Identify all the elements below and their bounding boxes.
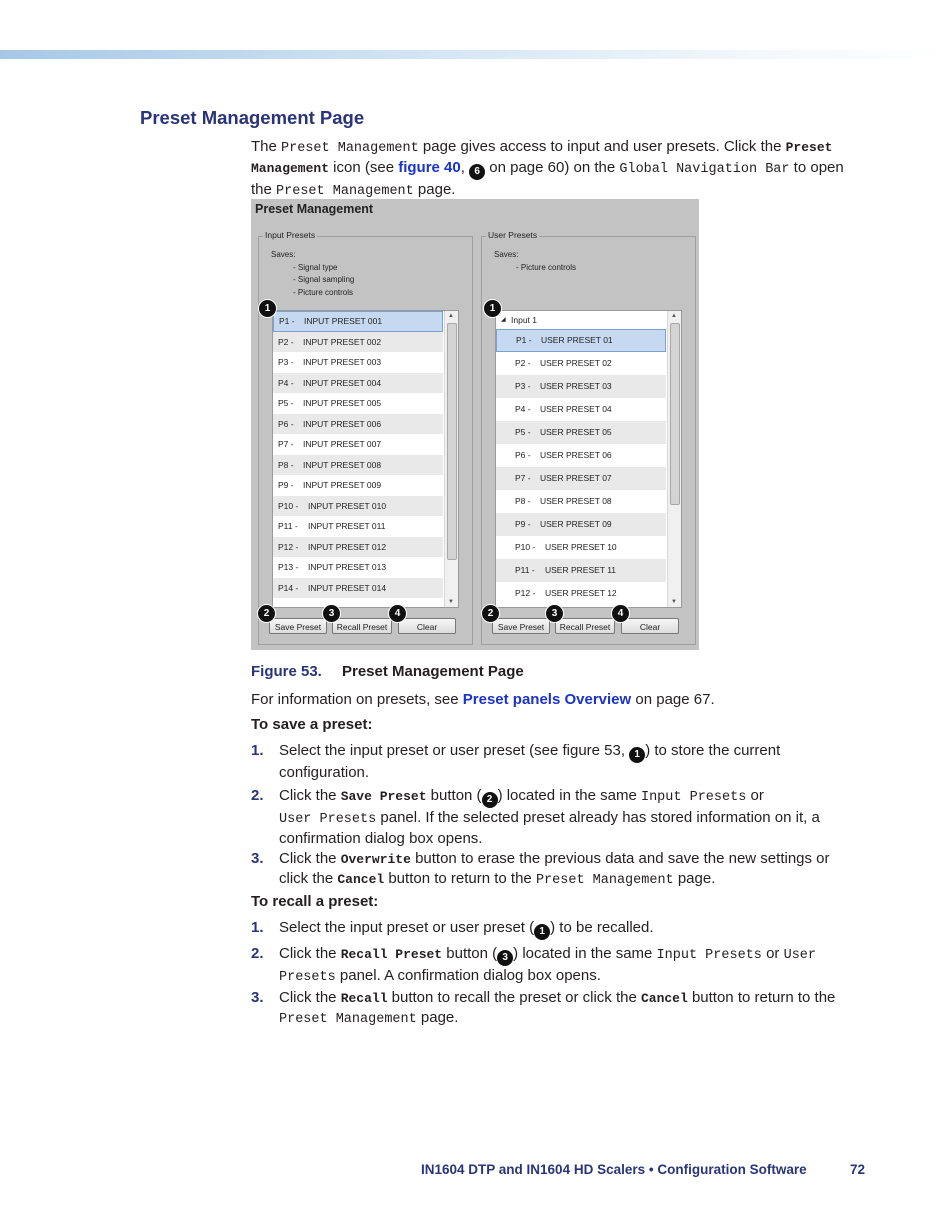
preset-panels-overview-link[interactable]: Preset panels Overview: [462, 691, 632, 708]
figure-40-link[interactable]: figure 40: [398, 159, 461, 176]
user-preset-row[interactable]: P3 - USER PRESET 03: [496, 375, 666, 398]
input-preset-row[interactable]: P10 - INPUT PRESET 010: [273, 496, 443, 516]
input-preset-row[interactable]: P3 - INPUT PRESET 003: [278, 357, 382, 367]
callout-badge: 1: [629, 747, 645, 763]
callout-badge: 2: [482, 792, 498, 808]
input-preset-row[interactable]: P11 - INPUT PRESET 011: [278, 521, 386, 531]
header-gradient-bar: [0, 50, 950, 59]
input-preset-list[interactable]: [272, 310, 459, 608]
user-preset-row[interactable]: P7 - USER PRESET 07: [496, 467, 666, 490]
scroll-up-icon[interactable]: ▲: [448, 313, 454, 319]
user-saves-list: Saves: - Picture controls: [494, 250, 577, 272]
input-preset-row[interactable]: P6 - INPUT PRESET 006: [273, 414, 443, 434]
input-preset-row[interactable]: P8 - INPUT PRESET 008: [273, 455, 443, 475]
input-presets-panel: [258, 230, 473, 645]
page-number: 72: [850, 1162, 866, 1177]
user-presets-panel: [481, 230, 696, 645]
user-preset-row[interactable]: P1 - USER PRESET 01: [496, 329, 666, 352]
recall-step-1: 1. Select the input preset or user preset ( 1 ) to be recalled.: [251, 918, 861, 940]
callout-4: 4: [388, 604, 407, 623]
user-preset-row[interactable]: P10 - USER PRESET 10: [515, 542, 617, 552]
user-preset-row[interactable]: P12 - USER PRESET 12: [515, 588, 617, 598]
callout-4: 4: [611, 604, 630, 623]
preset-management-screenshot: [251, 199, 699, 650]
input-preset-row[interactable]: P14 - INPUT PRESET 014: [273, 578, 443, 598]
callout-badge: 3: [497, 950, 513, 966]
intro-paragraph: The Preset Management page gives access to input and user presets. Click the Preset Management icon (see figure 40, 6 on page 60) on the Global Navigation Bar to open the Preset Management page.: [251, 138, 844, 199]
recall-step-3: 3. Click the Recall button to recall the preset or click the Cancel button to return to the Preset Management page.: [251, 989, 836, 1027]
user-preset-list[interactable]: [495, 310, 682, 608]
user-list-scrollbar[interactable]: [667, 311, 681, 607]
input-clear-button[interactable]: Clear: [398, 618, 456, 634]
user-preset-row[interactable]: P4 - USER PRESET 04: [515, 404, 612, 414]
user-preset-row[interactable]: P5 - USER PRESET 05: [496, 421, 666, 444]
input-preset-row[interactable]: P4 - INPUT PRESET 004: [273, 373, 443, 393]
save-heading: To save a preset:: [251, 716, 373, 733]
recall-step-2: 2. Click the Recall Preset button ( 3 ) located in the same Input Presets or User Presets panel. A confirmation dialog box opens.: [251, 945, 816, 985]
user-preset-row[interactable]: P9 - USER PRESET 09: [496, 513, 666, 536]
callout-badge: 1: [534, 924, 550, 940]
user-presets-label: User Presets: [488, 230, 538, 240]
scroll-thumb[interactable]: [447, 323, 457, 560]
input-preset-row[interactable]: P13 - INPUT PRESET 013: [278, 562, 387, 572]
recall-heading: To recall a preset:: [251, 893, 379, 910]
input-preset-row[interactable]: P12 - INPUT PRESET 012: [273, 537, 443, 557]
user-recall-preset-button[interactable]: Recall Preset: [555, 618, 615, 634]
user-preset-row[interactable]: P8 - USER PRESET 08: [515, 496, 612, 506]
input-preset-row[interactable]: P7 - INPUT PRESET 007: [278, 439, 382, 449]
scroll-up-icon[interactable]: ▲: [671, 313, 677, 319]
info-paragraph: For information on presets, see Preset panels Overview on page 67.: [251, 691, 715, 708]
footer-title: IN1604 DTP and IN1604 HD Scalers • Configuration Software: [421, 1162, 807, 1177]
scroll-down-icon[interactable]: ▼: [671, 599, 677, 605]
input-presets-label: Input Presets: [265, 230, 316, 240]
figure-window-title: Preset Management: [255, 202, 374, 216]
scroll-thumb[interactable]: [670, 323, 680, 505]
figure-caption: Figure 53. Preset Management Page: [251, 663, 524, 680]
input-preset-row[interactable]: P9 - INPUT PRESET 009: [278, 480, 382, 490]
collapse-arrow-icon: ◢: [501, 317, 506, 323]
save-step-3: 3. Click the Overwrite button to erase the previous data and save the new settings or click the Cancel button to return to the Preset Management page.: [251, 850, 830, 888]
user-preset-row[interactable]: P11 - USER PRESET 11: [496, 559, 666, 582]
input-preset-row[interactable]: P5 - INPUT PRESET 005: [278, 398, 382, 408]
input-recall-preset-button[interactable]: Recall Preset: [332, 618, 392, 634]
section-title: Preset Management Page: [140, 107, 365, 128]
user-preset-row[interactable]: P6 - USER PRESET 06: [515, 450, 612, 460]
callout-1: 1: [483, 299, 502, 318]
input-save-preset-button[interactable]: Save Preset: [269, 618, 327, 634]
input-saves-list: Saves: - Signal type - Signal sampling - Picture controls: [271, 250, 355, 297]
callout-2: 2: [481, 604, 500, 623]
callout-2: 2: [257, 604, 276, 623]
callout-3: 3: [545, 604, 564, 623]
callout-1: 1: [258, 299, 277, 318]
input-preset-row[interactable]: P1 - INPUT PRESET 001: [273, 311, 443, 332]
tree-group-input-1[interactable]: ◢ Input 1: [496, 311, 666, 329]
input-list-scrollbar[interactable]: [444, 311, 458, 607]
user-save-preset-button[interactable]: Save Preset: [492, 618, 550, 634]
callout-3: 3: [322, 604, 341, 623]
scroll-down-icon[interactable]: ▼: [448, 599, 454, 605]
callout-badge: 6: [469, 164, 485, 180]
save-step-2: 2. Click the Save Preset button ( 2 ) located in the same Input Presets or User Presets panel. If the selected preset already has stored information on it, a confirmation dialog box opens.: [251, 787, 820, 847]
save-step-1: 1. Select the input preset or user preset (see figure 53, 1 ) to store the current configuration.: [251, 742, 781, 781]
input-preset-row[interactable]: P2 - INPUT PRESET 002: [273, 332, 443, 352]
user-clear-button[interactable]: Clear: [621, 618, 679, 634]
user-preset-row[interactable]: P2 - USER PRESET 02: [515, 358, 612, 368]
